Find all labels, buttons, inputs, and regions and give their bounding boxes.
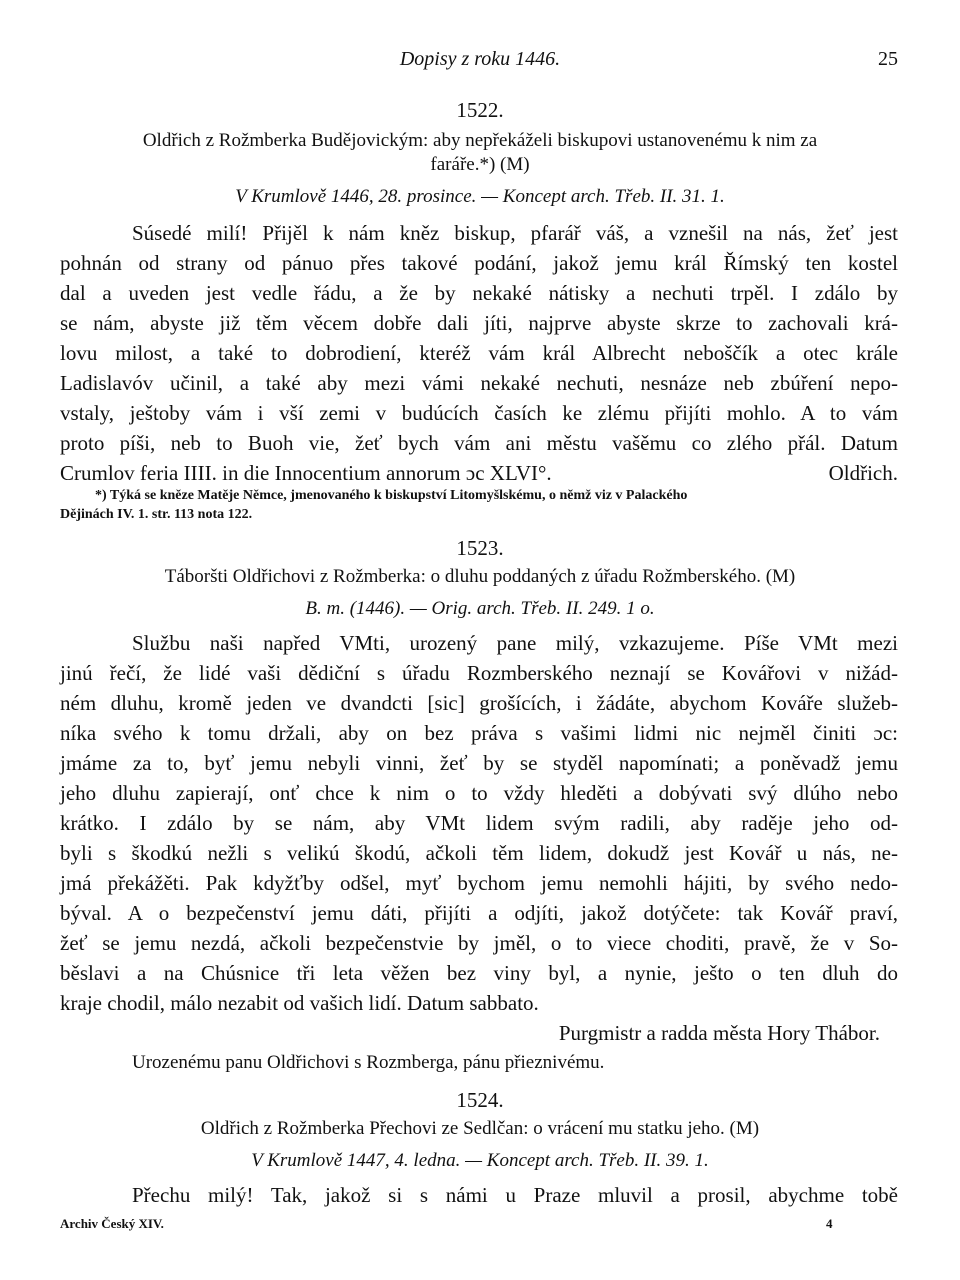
letter-number: 1522. (456, 98, 504, 122)
body-line: běslavi a na Chúsnice tři leta věžen bez viny byl, a nynie, ješto o ten dluh do (60, 961, 898, 985)
body-line: níka svého k tomu držali, aby on bez práva s vašimi lidmi nic nejměl činiti ɔc: (60, 721, 898, 745)
body-line: jmá překážěti. Pak kdyžťby odšel, myť bychom jemu nemohli hájiti, by svého nedo- (60, 871, 898, 895)
body-line: proto píši, neb to Buoh vie, žeť bych vám ani městu vašěmu co zlého přál. Datum (60, 431, 898, 455)
closing-line: Crumlov feria IIII. in die Innocentium annorum ɔc XLVI°. (60, 461, 552, 485)
signature: Purgmistr a radda města Hory Thábor. (558, 1021, 880, 1045)
letter-number: 1524. (456, 1088, 504, 1112)
body-line: jeho dluhu zapierají, onť chce k nim o to vždy hleděti a dobývati svý dlúho nebo (60, 781, 898, 805)
footnote: Dějinách IV. 1. str. 113 nota 122. (60, 507, 253, 522)
body-line: byli s škodkú nežli s velikú škodú, ačkoli těm lidem, dokudž jest Kovář u nás, ne- (60, 841, 898, 865)
body-line: jmáme za to, byť jemu nebyli vinni, žeť by se styděl napomínati; a poněvadž jemu (60, 751, 898, 775)
body-line: Službu naši napřed VMti, urozený pane milý, vzkazujeme. Píše VMt mezi (132, 631, 898, 655)
signature-mark: 4 (826, 1216, 833, 1231)
body-line: Přechu milý! Tak, jakož si s námi u Praze mluvil a prosil, abychme tobě (132, 1183, 898, 1207)
body-line: se nám, abyste již těm věcem dobře dali jíti, najprve abyste skrze to zachovali krá- (60, 311, 898, 335)
letter-summary: faráře.*) (M) (430, 154, 530, 175)
volume-label: Archiv Český XIV. (60, 1216, 164, 1231)
letter-summary: Oldřich z Rožmberka Přechovi ze Sedlčan: o vrácení mu statku jeho. (M) (200, 1118, 760, 1139)
body-line: ném dluhu, kromě jeden ve dvandcti [sic] grošících, i žádáte, abychom Kováře služeb- (60, 691, 898, 715)
letter-source: V Krumlově 1446, 28. prosince. — Koncept arch. Třeb. II. 31. 1. (235, 186, 725, 207)
body-line: pohnán od strany od pánuo přes takové podání, jakož jemu král Římský ten kostel (60, 251, 898, 275)
body-line: Ladislavóv učinil, a také aby mezi vámi nekaké nechuti, nesnáze neb zbúření nepo- (60, 371, 898, 395)
address-line: Urozenému panu Oldřichovi s Rozmberga, pánu přieznivému. (132, 1052, 605, 1073)
body-line: dal a uveden jest vedle řádu, a že by nekaké nátisky a nechuti trpěl. I zdálo by (60, 281, 898, 305)
body-line: žeť se jemu nezdá, ačkoli bezpečenstvie by jměl, o to viece choditi, pravě, že v So- (60, 931, 898, 955)
body-line: Súsedé milí! Přijěl k nám kněz biskup, pfarář váš, a vznešil na nás, žeť jest (132, 221, 898, 245)
letter-source: V Krumlově 1447, 4. ledna. — Koncept arch. Třeb. II. 39. 1. (251, 1150, 709, 1171)
letter-number: 1523. (456, 536, 504, 560)
body-line: vstaly, ještoby vám i vší zemi v budúcích časích ke zlému přijíti mohlo. A to vám (60, 401, 898, 425)
letter-summary: Táboršti Oldřichovi z Rožmberka: o dluhu poddaných z úřadu Rožmberského. (M) (164, 566, 796, 587)
body-line: býval. A o bezpečenství jemu dáti, přijíti a odjíti, jakož dotýčete: tak Kovář praví, (60, 901, 898, 925)
running-title: Dopisy z roku 1446. (399, 48, 561, 70)
page-number: 25 (878, 48, 898, 70)
body-line: lovu milost, a také to dobrodiení, kteréž vám král Albrecht neboščík a otec krále (60, 341, 898, 365)
body-line: jinú řečí, že lidé vaši dědiční s úřadu Rozmberského neznají se Kovářovi v nižád- (60, 661, 898, 685)
body-line: krátko. I zdálo by se nám, aby VMt lidem svým radili, aby raděje jeho od- (60, 811, 898, 835)
closing-line: kraje chodil, málo nezabit od vašich lidí. Datum sabbato. (60, 991, 539, 1015)
signature: Oldřich. (828, 461, 898, 485)
letter-source: B. m. (1446). — Orig. arch. Třeb. II. 249. 1 o. (305, 598, 655, 619)
footnote: *) Týká se kněze Matěje Němce, jmenovaného k biskupství Litomyšlskému, o němž viz v Palackého (95, 488, 688, 503)
letter-summary: Oldřich z Rožmberka Budějovickým: aby nepřekáželi biskupovi ustanovenému k nim za (142, 130, 818, 151)
